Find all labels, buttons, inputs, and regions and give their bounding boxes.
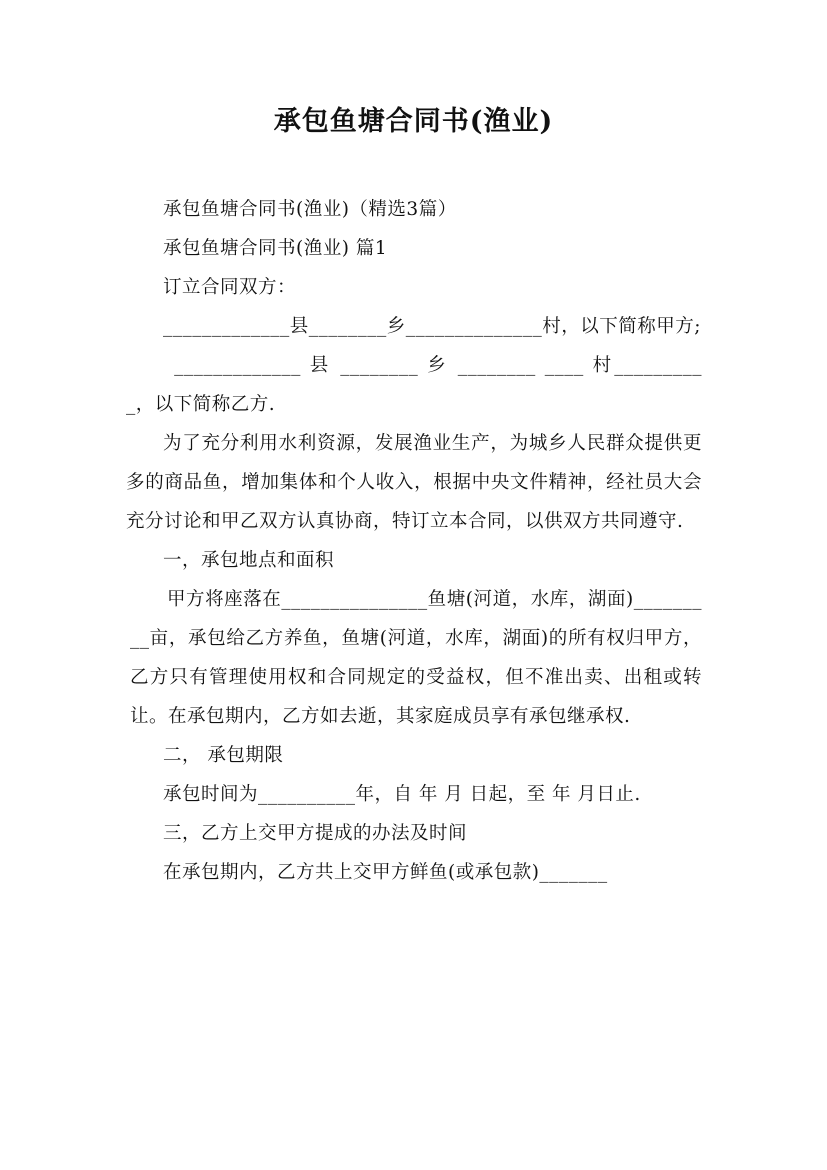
paragraph-article-1-body: 甲方将座落在_______________鱼塘(河道，水库，湖面)_________亩，承包给乙方养鱼，鱼塘(河道，水库，湖面)的所有权归甲方，乙方只有管理使用权和合同规定的受益权，但不准出卖、出租或转让。在承包期内，乙方如去逝，其家庭成员享有承包继承权. xyxy=(130,589,702,727)
paragraph-party-a: _____________县________乡______________村，以下简称甲方; xyxy=(163,316,701,337)
paragraph-article-3-body: 在承包期内，乙方共上交甲方鲜鱼(或承包款)_______ xyxy=(163,862,608,883)
paragraph-parties-heading: 订立合同双方： xyxy=(163,277,297,298)
paragraph-article-2-body: 承包时间为__________年，自 年 月 日起，至 年 月日止. xyxy=(163,784,641,805)
paragraph-article-3-heading: 三，乙方上交甲方提成的办法及时间 xyxy=(163,823,468,844)
paragraph-section-heading: 承包鱼塘合同书(渔业) 篇1 xyxy=(163,238,388,259)
paragraph-subtitle: 承包鱼塘合同书(渔业)（精选3篇） xyxy=(163,199,457,220)
paragraph-article-1-heading: 一，承包地点和面积 xyxy=(163,550,335,571)
paragraph-party-b: _____________ 县 ________ 乡 ________ ____ 村__________，以下简称乙方. xyxy=(126,355,702,415)
paragraph-purpose: 为了充分利用水利资源，发展渔业生产，为城乡人民群众提供更多的商品鱼，增加集体和个人收入，根据中央文件精神，经社员大会充分讨论和甲乙双方认真协商，特订立本合同，以供双方共同遵守. xyxy=(126,433,702,532)
paragraph-article-2-heading: 二， 承包期限 xyxy=(163,745,284,766)
document-title: 承包鱼塘合同书(渔业) xyxy=(273,106,554,137)
document-body xyxy=(126,190,702,892)
